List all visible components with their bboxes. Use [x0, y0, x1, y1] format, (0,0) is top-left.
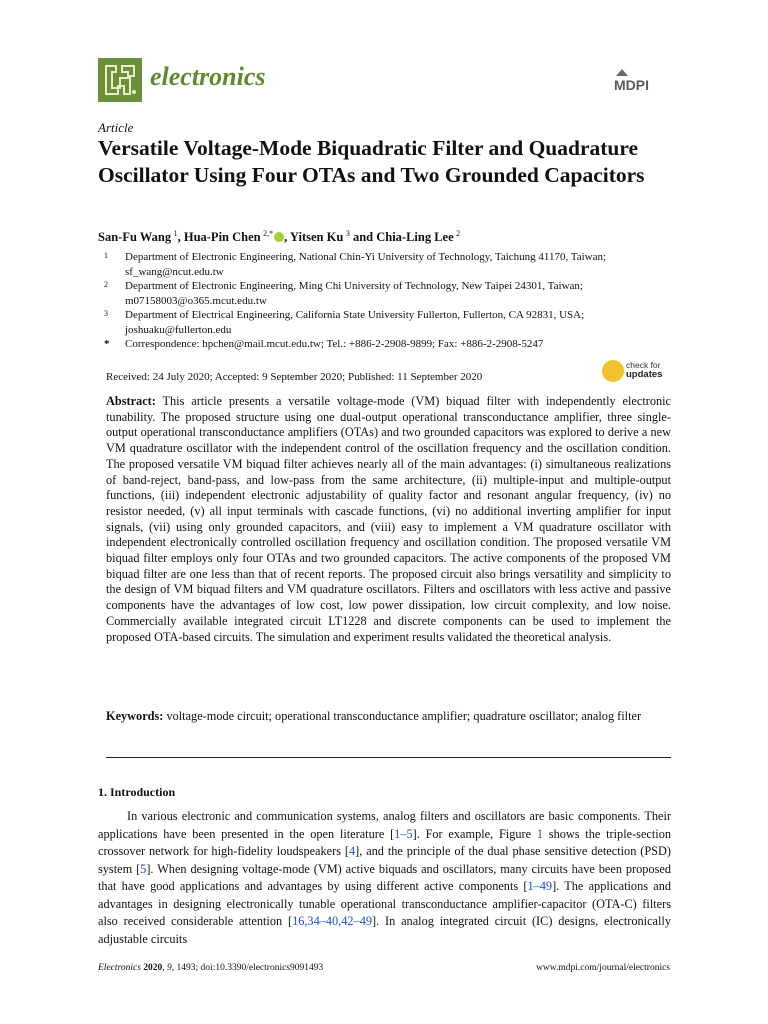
mdpi-logo-icon: [612, 66, 668, 96]
affiliation-text: Department of Electronic Engineering, National Chin-Yi University of Technology, Taichung 41170, Taiwan; sf_wang@ncut.edu.tw: [125, 251, 607, 278]
paper-title: Versatile Voltage-Mode Biquadratic Filter and Quadrature Oscillator Using Four OTAs and Two Grounded Capacitors: [98, 136, 645, 187]
section-heading: 1. Introduction: [98, 785, 176, 799]
affiliation: [104, 279, 674, 309]
affiliation-number: 1: [104, 251, 108, 260]
affiliation: [104, 308, 674, 338]
keywords: [106, 709, 671, 725]
journal-logo-icon: [98, 58, 142, 102]
author-list: San-Fu Wang $^1$, Hua-Pin Chen $^{2,*}$ , Yitsen Ku $^3$ and Chia-Ling Lee $^2$: [98, 229, 461, 245]
author-name: Hua-Pin Chen: [183, 230, 261, 245]
citation-link[interactable]: 16,34–40,42–49: [292, 914, 372, 928]
citation-link[interactable]: 5: [140, 861, 147, 876]
intro-paragraph: In various electronic and communication systems, analog filters and oscillators are basic components. Their applications have been presented in the open literature [1–5]. For example, Figure 1 shows the triple-section crossover network for high-fidelity loudspeakers [4], and the principle of the dual phase sensitive detection (PSD) system [5]. When designing voltage-mode (VM) active biquads and oscillators, many circuits have been proposed that have good applications and advantages by using different active components [1–49]. The applications and advantages in designing electronically tunable operational transconductance amplifier-capacitor (OTA-C) filters also received considerable attention [16,34–40,42–49]. In analog integrated circuit (IC) designs, electronically adjustable circuits: [98, 809, 671, 946]
author-affil: 2,*: [263, 229, 274, 238]
figure-link[interactable]: 1: [536, 826, 543, 841]
correspondence-text: Correspondence: hpchen@mail.mcut.edu.tw; Tel.: +886-2-2908-9899; Fax: +886-2-2908-5247: [125, 338, 544, 350]
publication-dates: Received: 24 July 2020; Accepted: 9 September 2020; Published: 11 September 2020: [106, 371, 483, 383]
check-updates-icon: [602, 360, 624, 382]
affiliation-text: Department of Electronic Engineering, Ming Chi University of Technology, New Taipei 24301, Taiwan; m07158003@o365.mcut.edu.tw: [125, 280, 583, 307]
divider: [106, 757, 671, 758]
affiliation-number: 3: [104, 309, 108, 318]
abstract-text: This article presents a versatile voltage-mode (VM) biquad filter with independently electronic tunability. The proposed structure using one dual-output operational transconductance amplifier, three single-output operational transconductance amplifiers (OTAs) and two grounded capacitors was explored to derive a new VM quadrature oscillator with the independent control of the oscillation frequency and the oscillation condition. The proposed versatile VM biquad filter achieves nearly all of the main advantages: (i) simultaneous realizations of band-reject, band-pass, and low-pass from the same architecture, (ii) multiple-input and multiple-output functions, (iii) independent electronic adjustability of quality factor and resonant angular frequency, (iv) no resistor needed, (v) all input terminals with cascade functions, (vi) no additional inverting amplifier for input signals, (vii) using only grounded capacitors, and (viii) easy to implement a VM quadrature oscillator with independent electronically controlled oscillation frequency and oscillation condition. The proposed versatile VM biquad filter employs only four OTAs and two grounded capacitors. The active components of the proposed VM biquad filter are one less than that of recent reports. The proposed circuit also brings versatility and simplicity to the design of VM biquad filters and VM quadrature oscillators. Filters and oscillators with less active and passive components have the advantages of low cost, low power dissipation, low circuit complexity, and low noise. Commercially available integrated circuit LT1228 and discrete components can be used to implement the proposed OTA-based circuits. The simulation and experiment results validated the theoretical analysis.: [106, 394, 672, 644]
abstract-label: Abstract:: [106, 394, 156, 408]
author-name: San-Fu Wang: [98, 230, 172, 245]
check-for-updates-badge[interactable]: check for updates: [602, 360, 670, 384]
affiliation: [104, 250, 674, 280]
citation-link[interactable]: 4: [348, 844, 356, 858]
keywords-text: voltage-mode circuit; operational transconductance amplifier; quadrature oscillator; analog filter: [166, 709, 642, 723]
abstract: [106, 394, 671, 645]
journal-name: electronics: [150, 62, 266, 91]
article-type: Article: [98, 120, 134, 135]
author-name: Yitsen Ku: [289, 230, 344, 245]
correspondence: * Correspondence: hpchen@mail.mcut.edu.tw; Tel.: +886-2-2908-9899; Fax: +886-2-2908-5247: [104, 337, 674, 352]
author-joiner: and: [352, 230, 374, 245]
publisher-name: MDPI: [614, 77, 649, 93]
keywords-label: Keywords:: [106, 709, 164, 723]
footer-citation: Electronics 2020, 9, 1493; doi:10.3390/electronics9091493: [98, 963, 324, 973]
author-affil: 1: [173, 229, 178, 238]
affiliation-number: 2: [104, 280, 108, 289]
footer-url[interactable]: www.mdpi.com/journal/electronics: [536, 963, 670, 973]
citation-link[interactable]: 1–5: [394, 826, 413, 841]
affiliation-text: Department of Electrical Engineering, California State University Fullerton, Fullerton, CA 92831, USA; joshuaku@fullerton.edu: [125, 309, 585, 336]
citation-link[interactable]: 1–49: [527, 879, 553, 893]
author-name: Chia-Ling Lee: [376, 230, 454, 245]
author-affil: 2: [456, 229, 461, 238]
orcid-icon[interactable]: [274, 232, 284, 242]
author-affil: 3: [345, 229, 350, 238]
